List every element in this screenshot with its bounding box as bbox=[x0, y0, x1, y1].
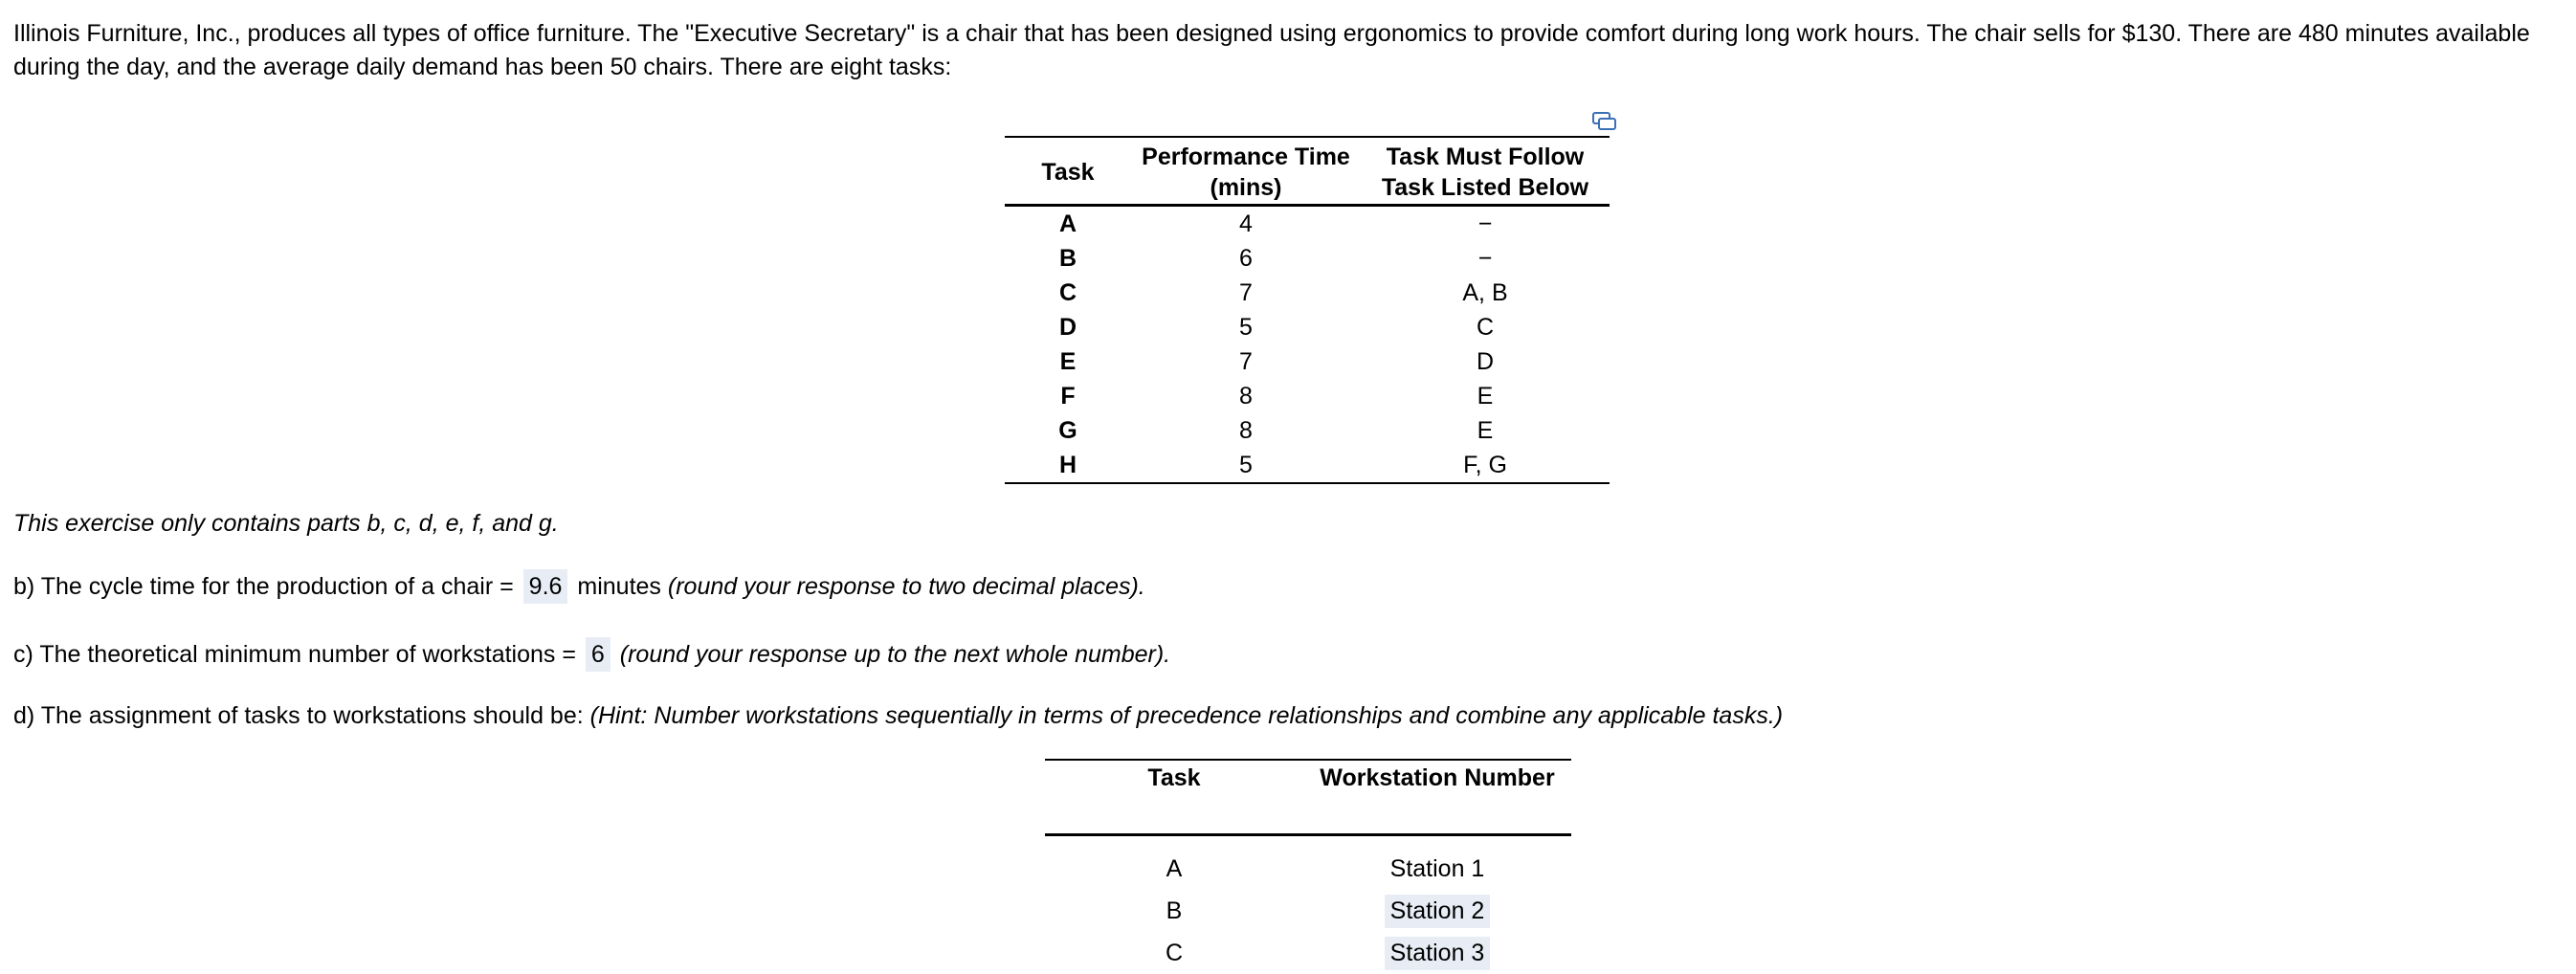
task-cell: C bbox=[1165, 939, 1184, 966]
table-row bbox=[1005, 413, 1610, 448]
workstation-table bbox=[1045, 759, 1571, 974]
table-row bbox=[1005, 448, 1610, 483]
task-table-header bbox=[1005, 137, 1610, 206]
table-row bbox=[1045, 835, 1571, 891]
workstation-table-header bbox=[1045, 760, 1571, 835]
task-table bbox=[1005, 136, 1610, 484]
task-cell: C bbox=[1058, 278, 1077, 306]
time-cell: 6 bbox=[1239, 244, 1253, 272]
task-cell: E bbox=[1059, 347, 1077, 375]
task-cell: B bbox=[1058, 244, 1077, 272]
follows-cell: E bbox=[1477, 382, 1494, 410]
task-cell: G bbox=[1058, 416, 1077, 444]
header-workstation-number: Workstation Number bbox=[1320, 764, 1555, 791]
table-row bbox=[1045, 890, 1571, 932]
copy-table-icon[interactable] bbox=[1592, 112, 1617, 131]
station-value: Station 1 bbox=[1389, 854, 1485, 882]
header-must-follow: Task Must Follow Task Listed Below bbox=[1381, 144, 1589, 201]
follows-cell: A, B bbox=[1462, 278, 1508, 306]
station-answer[interactable]: Station 2 bbox=[1385, 895, 1491, 928]
time-cell: 5 bbox=[1239, 451, 1253, 478]
time-cell: 5 bbox=[1239, 313, 1253, 341]
time-cell: 8 bbox=[1239, 416, 1253, 444]
task-cell: B bbox=[1166, 897, 1183, 924]
table-row bbox=[1005, 206, 1610, 242]
task-cell: H bbox=[1058, 451, 1077, 478]
part-c-prompt: c) The theoretical minimum number of workstations = bbox=[13, 641, 576, 668]
workstations-answer[interactable]: 6 bbox=[586, 637, 611, 672]
station-cell bbox=[1303, 835, 1571, 891]
header-task: Task bbox=[1041, 159, 1095, 186]
table-row bbox=[1005, 276, 1610, 310]
part-c-hint: (round your response up to the next whole number). bbox=[619, 641, 1171, 668]
task-cell: A bbox=[1166, 854, 1183, 882]
exercise-note: This exercise only contains parts b, c, d, e, f, and g. bbox=[13, 510, 559, 537]
task-cell: F bbox=[1060, 382, 1076, 410]
part-b-unit: minutes bbox=[577, 573, 661, 600]
part-b-hint: (round your response to two decimal places). bbox=[667, 573, 1145, 600]
station-answer[interactable]: Station 3 bbox=[1385, 937, 1491, 970]
header-performance-time: Performance Time (mins) bbox=[1142, 144, 1350, 201]
part-d bbox=[13, 698, 1783, 733]
follows-cell: C bbox=[1476, 313, 1495, 341]
part-b bbox=[13, 569, 1145, 604]
part-b-prompt: b) The cycle time for the production of a chair = bbox=[13, 573, 514, 600]
follows-cell: E bbox=[1477, 416, 1494, 444]
problem-statement: Illinois Furniture, Inc., produces all types of office furniture. The "Executive Secretary" is a chair that has been designed using ergonomics to provide comfort during long work hours. The chair sells for $130. There are 480 minutes available during the day, and the average daily demand has been 50 chairs. There are eight tasks: bbox=[13, 20, 2530, 80]
part-d-hint: (Hint: Number workstations sequentially in terms of precedence relationships and combine any applicable tasks.) bbox=[589, 702, 1784, 729]
cycle-time-answer[interactable]: 9.6 bbox=[523, 569, 568, 604]
table-row bbox=[1005, 310, 1610, 344]
task-cell: D bbox=[1058, 313, 1077, 341]
part-c bbox=[13, 637, 1170, 672]
task-cell: A bbox=[1058, 210, 1077, 237]
part-d-prompt: d) The assignment of tasks to workstations should be: bbox=[13, 702, 584, 729]
follows-cell: D bbox=[1476, 347, 1495, 375]
time-cell: 7 bbox=[1239, 347, 1253, 375]
station-cell bbox=[1303, 890, 1571, 932]
table-row bbox=[1045, 932, 1571, 974]
time-cell: 4 bbox=[1239, 210, 1253, 237]
follows-cell: − bbox=[1477, 244, 1493, 272]
table-row bbox=[1005, 379, 1610, 413]
time-cell: 8 bbox=[1239, 382, 1253, 410]
table-row bbox=[1005, 241, 1610, 276]
follows-cell: F, G bbox=[1463, 451, 1507, 478]
table-row bbox=[1005, 344, 1610, 379]
follows-cell: − bbox=[1477, 210, 1493, 237]
time-cell: 7 bbox=[1239, 278, 1253, 306]
station-cell bbox=[1303, 932, 1571, 974]
header-task: Task bbox=[1147, 764, 1201, 791]
